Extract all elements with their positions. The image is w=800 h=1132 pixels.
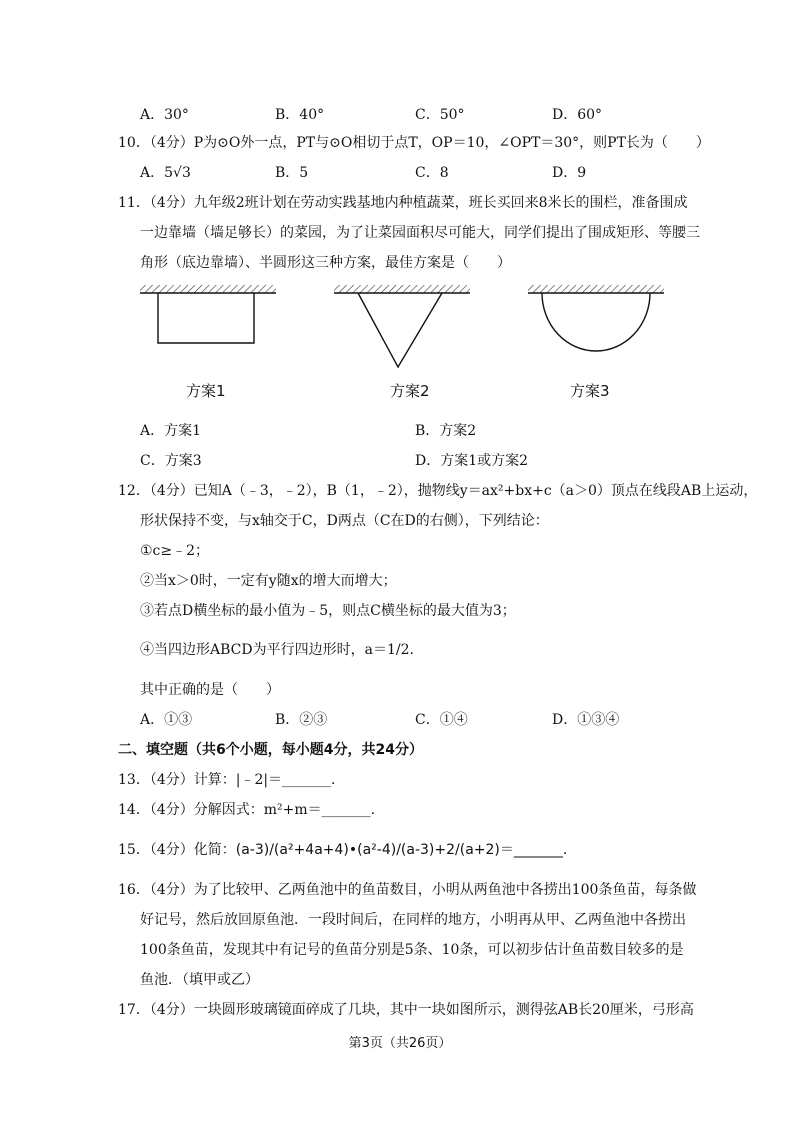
q16-line-1: 16．（4分）为了比较甲、乙两鱼池中的鱼苗数目，小明从两鱼池中各捞出100条鱼苗，每条做 (118, 882, 697, 898)
q12-item-4: ④当四边形ABCD为平行四边形时，a＝1/2. (140, 642, 414, 658)
q15-prefix: 15．（4分）化简： (118, 842, 236, 858)
q15-expression: (a-3)/(a²+4a+4)•(a²-4)/(a-3)+2/(a+2)＝_______. (235, 842, 568, 858)
q11-caption-1: 方案1 (186, 382, 226, 400)
page-footer: 第3页（共26页） (348, 1036, 452, 1051)
q9-option-b: B．40° (275, 107, 325, 123)
q11-option-b: B．方案2 (415, 423, 477, 439)
q11-caption-3: 方案3 (570, 382, 610, 400)
q11-line-1: 11．（4分）九年级2班计划在劳动实践基地内种植蔬菜，班长买回来8米长的围栏，准备围成 (118, 195, 688, 211)
q11-option-a: A．方案1 (140, 423, 202, 439)
q12-option-b: B．②③ (275, 712, 328, 728)
q14: 14．（4分）分解因式：m²+m＝_______. (118, 802, 376, 818)
q16-line-2: 好记号，然后放回原鱼池．一段时间后，在同样的地方，小明再从甲、乙两鱼池中各捞出 (140, 912, 686, 928)
q11-option-c: C．方案3 (140, 453, 202, 469)
q12-option-d: D．①③④ (552, 712, 620, 728)
q10-text: P为⊙O外一点，PT与⊙O相切于点T，OP＝10，∠OPT＝30°，则PT长为（ ） (193, 135, 710, 151)
section-heading: 二、填空题（共6个小题，每小题4分，共24分） (118, 742, 423, 758)
q12-line-2: 形状保持不变，与x轴交于C，D两点（C在D的右侧），下列结论： (140, 513, 549, 529)
q12-item-1: ①c≥﹣2； (140, 543, 210, 559)
q11-figure-semicircle (528, 283, 668, 363)
q16-line-4: 鱼池．（填甲或乙） (140, 972, 259, 988)
q10-option-b: B．5 (275, 165, 309, 181)
q12-option-c: C．①④ (415, 712, 468, 728)
q12-item-2: ②当x＞0时，一定有y随x的增大而增大； (140, 573, 397, 589)
q10-option-c: C．8 (415, 165, 449, 181)
q9-option-c: C．50° (415, 107, 465, 123)
q11-figure-triangle (334, 283, 474, 373)
q9-option-a: A．30° (140, 107, 189, 123)
q12-line-1: 12．（4分）已知A（﹣3，﹣2），B（1，﹣2），抛物线y＝ax²+bx+c（a＞0）顶点在线段AB上运动， (118, 483, 758, 499)
q10-number: 10．（4分） (118, 135, 194, 151)
q15 (118, 840, 567, 860)
q12-option-a: A．①③ (140, 712, 193, 728)
q11-figure-rectangle (140, 283, 280, 353)
q11-line-2: 一边靠墙（墙足够长）的菜园，为了让菜园面积尽可能大，同学们提出了围成矩形、等腰三 (140, 225, 700, 241)
q12-item-3: ③若点D横坐标的最小值为﹣5，则点C横坐标的最大值为3； (140, 603, 516, 619)
q17-line-1: 17．（4分）一块圆形玻璃镜面碎成了几块，其中一块如图所示，测得弦AB长20厘米，弓形高 (118, 1002, 694, 1018)
q10-stem (118, 133, 710, 153)
q10-option-d: D．9 (552, 165, 587, 181)
q13: 13．（4分）计算：|﹣2|＝_______. (118, 772, 336, 788)
q11-line-3: 角形（底边靠墙）、半圆形这三种方案，最佳方案是（ ） (140, 255, 511, 271)
q9-option-d: D．60° (552, 107, 603, 123)
q10-option-a: A．5√3 (140, 165, 191, 181)
q11-option-d: D．方案1或方案2 (415, 453, 529, 469)
q12-prompt: 其中正确的是（ ） (140, 682, 280, 698)
q16-line-3: 100条鱼苗，发现其中有记号的鱼苗分别是5条、10条，可以初步估计鱼苗数目较多的是 (140, 942, 684, 958)
q11-caption-2: 方案2 (390, 382, 430, 400)
